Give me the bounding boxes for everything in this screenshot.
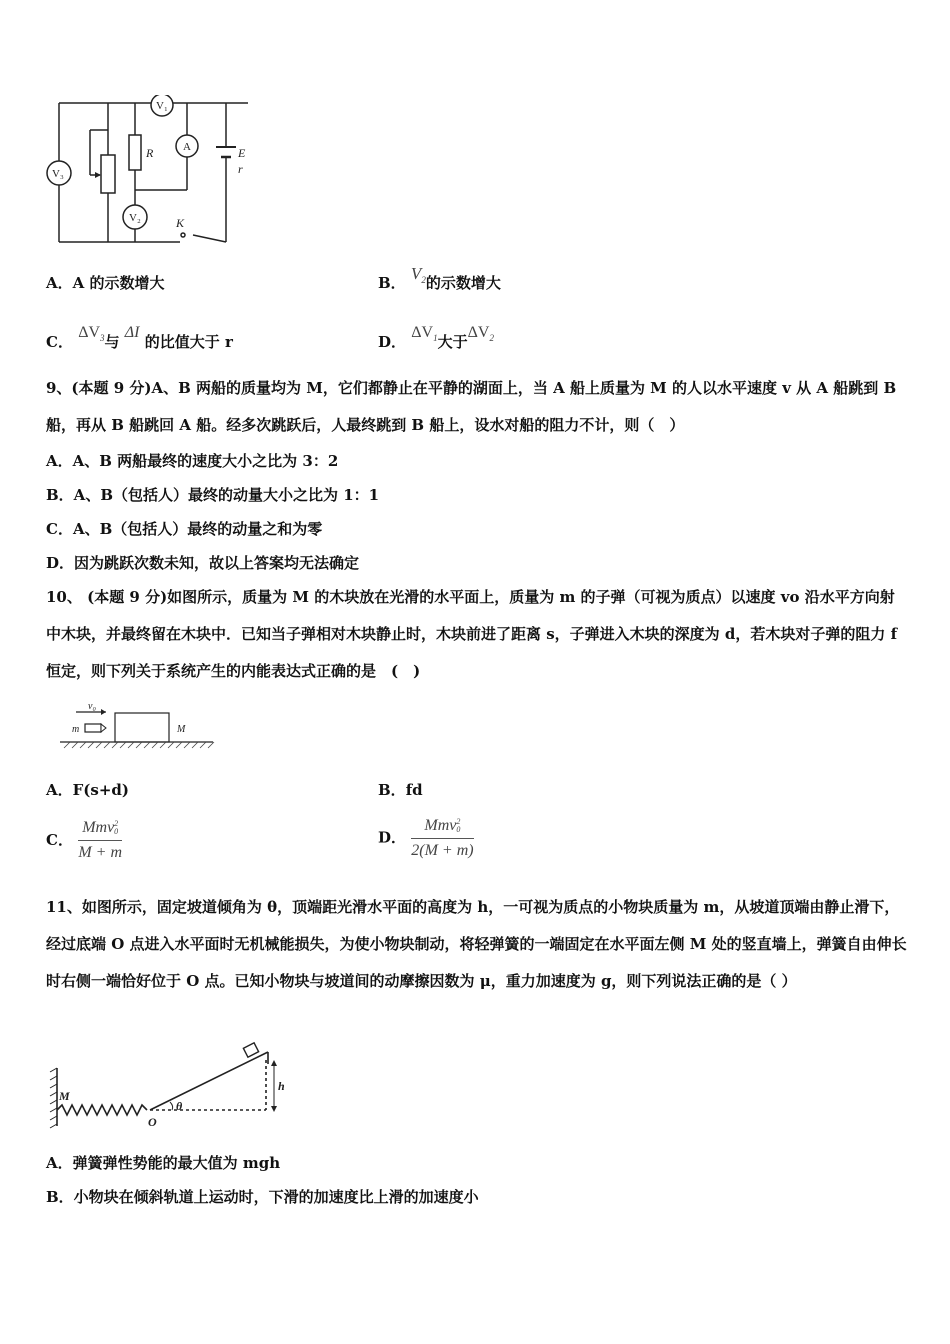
q11-option-a: A．弹簧弹性势能的最大值为 mgh (46, 1154, 281, 1172)
v1-label: V₁ (156, 100, 168, 112)
delta-v1-subscript: 1 (433, 333, 438, 343)
bullet-mass-label: m (72, 724, 80, 735)
numerator-exponent: 2 (456, 817, 461, 827)
option-letter: A． (46, 781, 73, 799)
option-letter: A． (46, 274, 73, 292)
height-label: h (278, 1079, 285, 1093)
delta-v2: ΔV (467, 324, 490, 341)
numerator-text: Mmv (424, 817, 457, 834)
option-text: A 的示数增大 (72, 274, 165, 292)
option-letter: B． (378, 781, 406, 799)
fraction-denominator: M + m (78, 844, 123, 861)
delta-v1: ΔV (411, 324, 434, 341)
r-resistor-label: R (146, 146, 154, 160)
q8-option-b (378, 264, 501, 299)
delta-v3-subscript: 3 (100, 333, 105, 343)
wall-label: M (59, 1089, 70, 1103)
velocity-label: v₀ (88, 701, 96, 712)
option-letter: C． (46, 830, 73, 849)
option-text: 的比值大于 r (144, 333, 233, 351)
delta-v3: ΔV (78, 324, 101, 341)
q9-stem: 9、(本题 9 分)A、B 两船的质量均为 M，它们都静止在平静的湖面上，当 A 船上质量为 M 的人以水平速度 v 从 A 船跳到 B 船，再从 B 船跳回 A 船。经多次跳跃后，人最终跳到 B 船上，设水对船的阻力不计，则（ ） (46, 379, 897, 434)
q9-option-b: B．A、B（包括人）最终的动量大小之比为 1：1 (46, 486, 380, 504)
point-o-label: O (148, 1115, 157, 1129)
option-letter: C． (46, 333, 73, 351)
angle-label: θ (176, 1099, 183, 1113)
fraction-denominator: 2(M + m) (411, 842, 474, 859)
q8-option-d (378, 324, 494, 358)
q11-option-b: B．小物块在倾斜轨道上运动时，下滑的加速度比上滑的加速度小 (46, 1188, 479, 1206)
q10-option-c (46, 818, 122, 863)
option-text: F(s+d) (72, 781, 129, 799)
delta-i: ΔI (124, 324, 140, 341)
numerator-text: Mmv (82, 819, 115, 836)
q10-option-b (378, 780, 423, 800)
fraction-numerator (78, 818, 122, 841)
q8-option-a (46, 273, 165, 293)
option-connector: 大于 (437, 333, 468, 351)
fraction-numerator (411, 816, 473, 839)
internal-resistance-label: r (238, 162, 243, 176)
block-mass-label: M (177, 724, 186, 735)
numerator-exponent: 2 (114, 819, 119, 829)
q11-stem: 11、如图所示，固定坡道倾角为 θ，顶端距光滑水平面的高度为 h，一可视为质点的小物块质量为 m，从坡道顶端由静止滑下，经过底端 O 点进入水平面时无机械能损失，为使小物块制动，将轻弹簧的一端固定在水平面左侧 M 处的竖直墙上，弹簧自由伸长时右侧一端恰好位于 O 点。已知小物块与坡道间的动摩擦因数为 μ，重力加速度为 g，则下列说法正确的是（ ） (46, 898, 907, 990)
numerator-subscript: 0 (114, 827, 119, 837)
emf-label: E (238, 146, 246, 160)
delta-v2-subscript: 2 (489, 333, 494, 343)
option-letter: D． (378, 828, 407, 847)
voltmeter-subscript: 2 (421, 275, 426, 285)
option-letter: D． (378, 333, 407, 351)
q10-stem: 10、 (本题 9 分)如图所示，质量为 M 的木块放在光滑的水平面上，质量为 m 的子弹（可视为质点）以速度 vo 沿水平方向射中木块，并最终留在木块中．已知当子弹相对木块静止时，木块前进了距离 s，子弹进入木块的深度为 d，若木块对子弹的阻力 f 恒定，则下列关于系统产生的内能表达式正确的是 ( ) (46, 588, 898, 680)
fraction (78, 818, 122, 863)
option-connector: 与 (104, 333, 120, 351)
voltmeter-symbol: V (410, 264, 422, 283)
q9-option-a: A．A、B 两船最终的速度大小之比为 3：2 (46, 452, 339, 470)
q8-option-c (46, 324, 233, 358)
q10-option-d (378, 816, 474, 861)
circuit-diagram (40, 95, 255, 250)
ammeter-label: A (183, 141, 191, 153)
option-text: fd (405, 781, 423, 799)
option-letter: B． (378, 274, 406, 292)
v3-label: V₃ (52, 168, 64, 180)
option-text: 的示数增大 (425, 274, 501, 292)
bullet-block-figure (58, 700, 218, 755)
q10-option-a (46, 780, 129, 800)
v2-label: V₂ (129, 212, 141, 224)
slope-spring-figure (48, 1040, 288, 1145)
q9-option-d: D．因为跳跃次数未知，故以上答案均无法确定 (46, 554, 360, 572)
fraction (411, 816, 473, 861)
q9-option-c: C．A、B（包括人）最终的动量之和为零 (46, 520, 323, 538)
numerator-subscript: 0 (456, 825, 461, 835)
switch-label: K (176, 216, 185, 230)
